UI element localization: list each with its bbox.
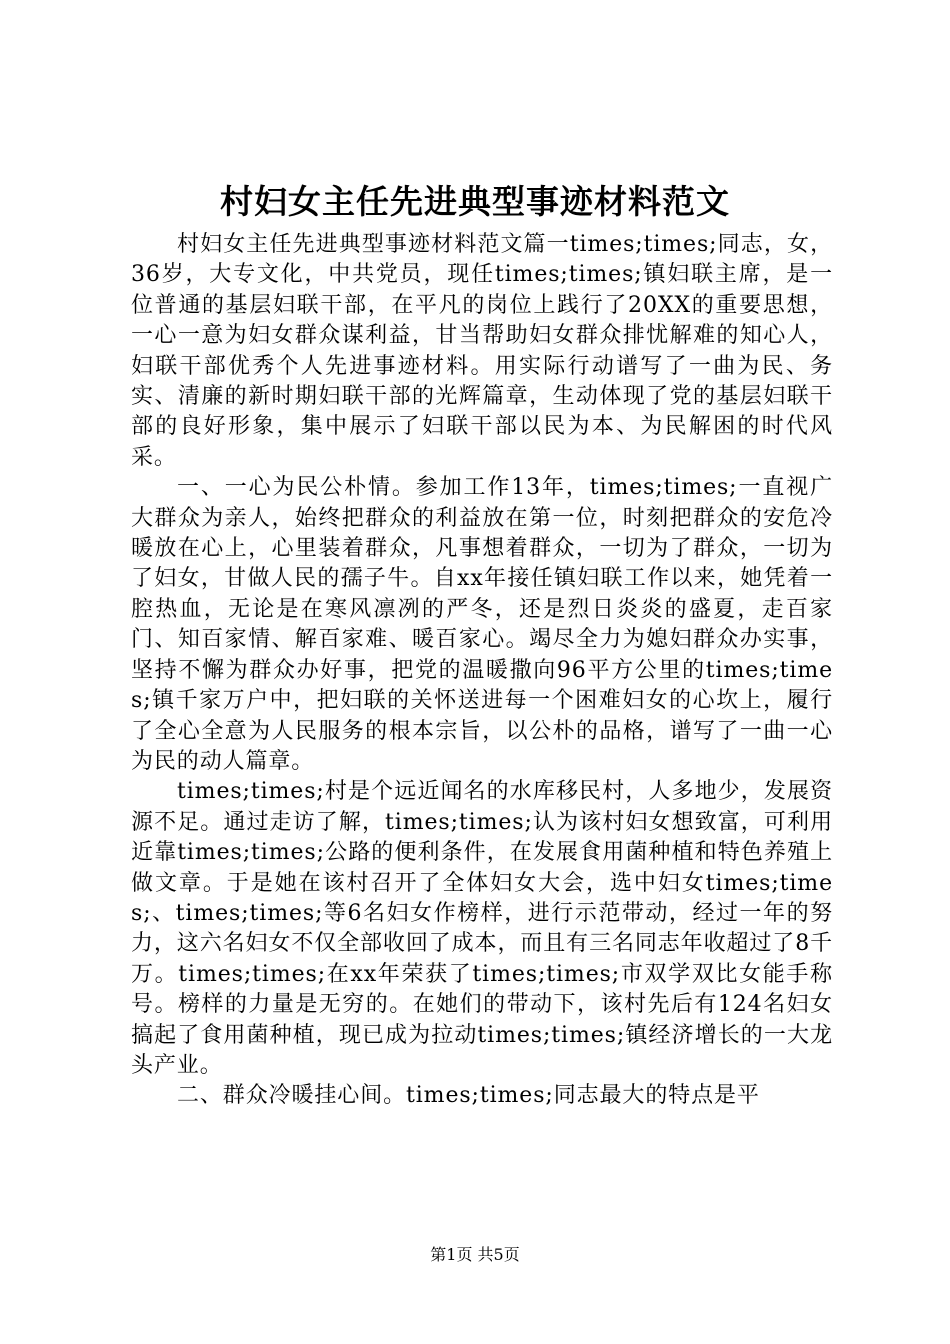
document-body bbox=[131, 230, 833, 1112]
body-paragraph: times;times;村是个远近闻名的水库移民村，人多地少，发展资源不足。通过走访了解，times;times;认为该村妇女想致富，可利用近靠times;times;公路的便利条件，在发展食用菌种植和特色养殖上做文章。于是她在该村召开了全体妇女大会，选中妇女times;times;、times;times;等6名妇女作榜样，进行示范带动，经过一年的努力，这六名妇女不仅全部收回了成本，而且有三名同志年收超过了8千万。times;times;在xx年荣获了times;times;市双学双比女能手称号。榜样的力量是无穷的。在她们的带动下，该村先后有124名妇女搞起了食用菌种植，现已成为拉动times;times;镇经济增长的一大龙头产业。 bbox=[131, 779, 833, 1078]
body-paragraph: 二、群众冷暖挂心间。times;times;同志最大的特点是平 bbox=[177, 1083, 760, 1109]
body-paragraph: 一、一心为民公朴情。参加工作13年，times;times;一直视广大群众为亲人，始终把群众的利益放在第一位，时刻把群众的安危冷暖放在心上，心里装着群众，凡事想着群众，一切为了群众，一切为了妇女，甘做人民的孺子牛。自xx年接任镇妇联工作以来，她凭着一腔热血，无论是在寒风凛冽的严冬，还是烈日炎炎的盛夏，走百家门、知百家情、解百家难、暖百家心。竭尽全力为媳妇群众办实事，坚持不懈为群众办好事，把党的温暖撒向96平方公里的times;times;镇千家万户中，把妇联的关怀送进每一个困难妇女的心坎上，履行了全心全意为人民服务的根本宗旨，以公朴的品格，谱写了一曲一心为民的动人篇章。 bbox=[131, 475, 833, 774]
body-paragraph: 村妇女主任先进典型事迹材料范文篇一times;times;同志，女，36岁，大专文化，中共党员，现任times;times;镇妇联主席，是一位普通的基层妇联干部，在平凡的岗位上践行了20XX的重要思想，一心一意为妇女群众谋利益，甘当帮助妇女群众排忧解难的知心人，妇联干部优秀个人先进事迹材料。用实际行动谱写了一曲为民、务实、清廉的新时期妇联干部的光辉篇章，生动体现了党的基层妇联干部的良好形象，集中展示了妇联干部以民为本、为民解困的时代风采。 bbox=[131, 232, 833, 470]
page-number-footer: 第1页 共5页 bbox=[430, 1245, 520, 1264]
document-title: 村妇女主任先进典型事迹材料范文 bbox=[220, 182, 730, 221]
